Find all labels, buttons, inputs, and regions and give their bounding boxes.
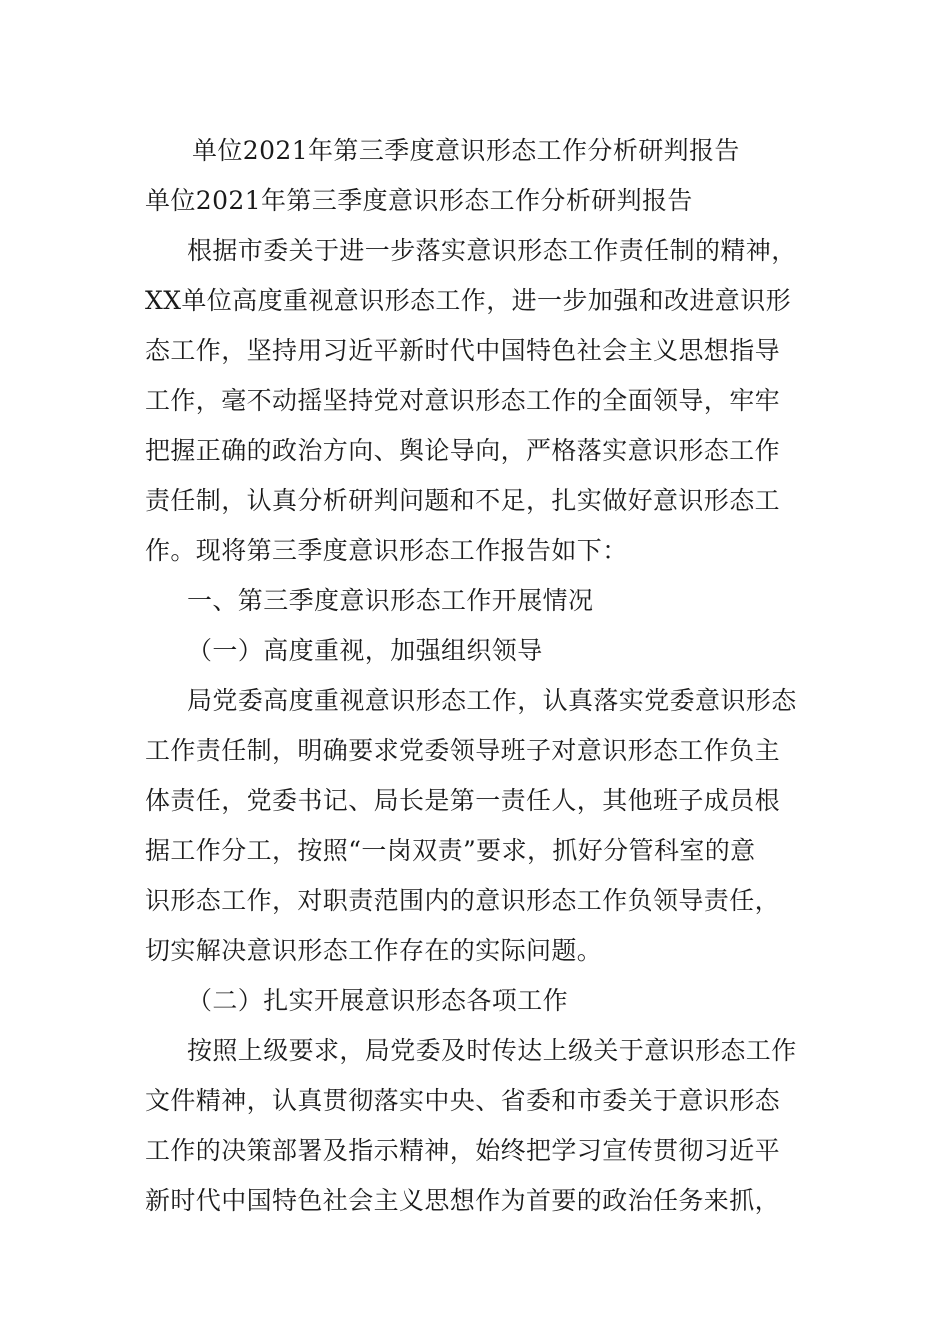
paragraph-line: 局党委高度重视意识形态工作，认真落实党委意识形态 [187,686,797,715]
paragraph-line: 切实解决意识形态工作存在的实际问题。 [145,936,603,965]
intro-line: 工作，毫不动摇坚持党对意识形态工作的全面领导，牢牢 [145,386,781,415]
section-heading: 一、第三季度意识形态工作开展情况 [187,586,594,615]
paragraph-line: 按照上级要求，局党委及时传达上级关于意识形态工作 [187,1036,797,1065]
document-title-repeat: 单位2021年第三季度意识形态工作分析研判报告 [145,186,693,215]
intro-line: 责任制，认真分析研判问题和不足，扎实做好意识形态工 [145,486,781,515]
paragraph-line: 工作责任制，明确要求党委领导班子对意识形态工作负主 [145,736,781,765]
paragraph-line: 识形态工作，对职责范围内的意识形态工作负领导责任， [145,886,781,915]
document-title: 单位2021年第三季度意识形态工作分析研判报告 [192,136,740,165]
intro-line: 根据市委关于进一步落实意识形态工作责任制的精神， [187,236,797,265]
paragraph-line: 文件精神，认真贯彻落实中央、省委和市委关于意识形态 [145,1086,781,1115]
paragraph-line: 体责任，党委书记、局长是第一责任人，其他班子成员根 [145,786,781,815]
paragraph-line: 工作的决策部署及指示精神，始终把学习宣传贯彻习近平 [145,1136,781,1165]
intro-line: XX单位高度重视意识形态工作，进一步加强和改进意识形 [145,286,791,315]
subsection-heading: （二）扎实开展意识形态各项工作 [187,986,569,1015]
intro-line: 态工作，坚持用习近平新时代中国特色社会主义思想指导 [145,336,781,365]
intro-line: 把握正确的政治方向、舆论导向，严格落实意识形态工作 [145,436,781,465]
paragraph-line: 新时代中国特色社会主义思想作为首要的政治任务来抓， [145,1186,781,1215]
paragraph-line: 据工作分工，按照“一岗双责”要求，抓好分管科室的意 [145,836,756,865]
subsection-heading: （一）高度重视，加强组织领导 [187,636,543,665]
intro-line: 作。现将第三季度意识形态工作报告如下： [145,536,628,565]
